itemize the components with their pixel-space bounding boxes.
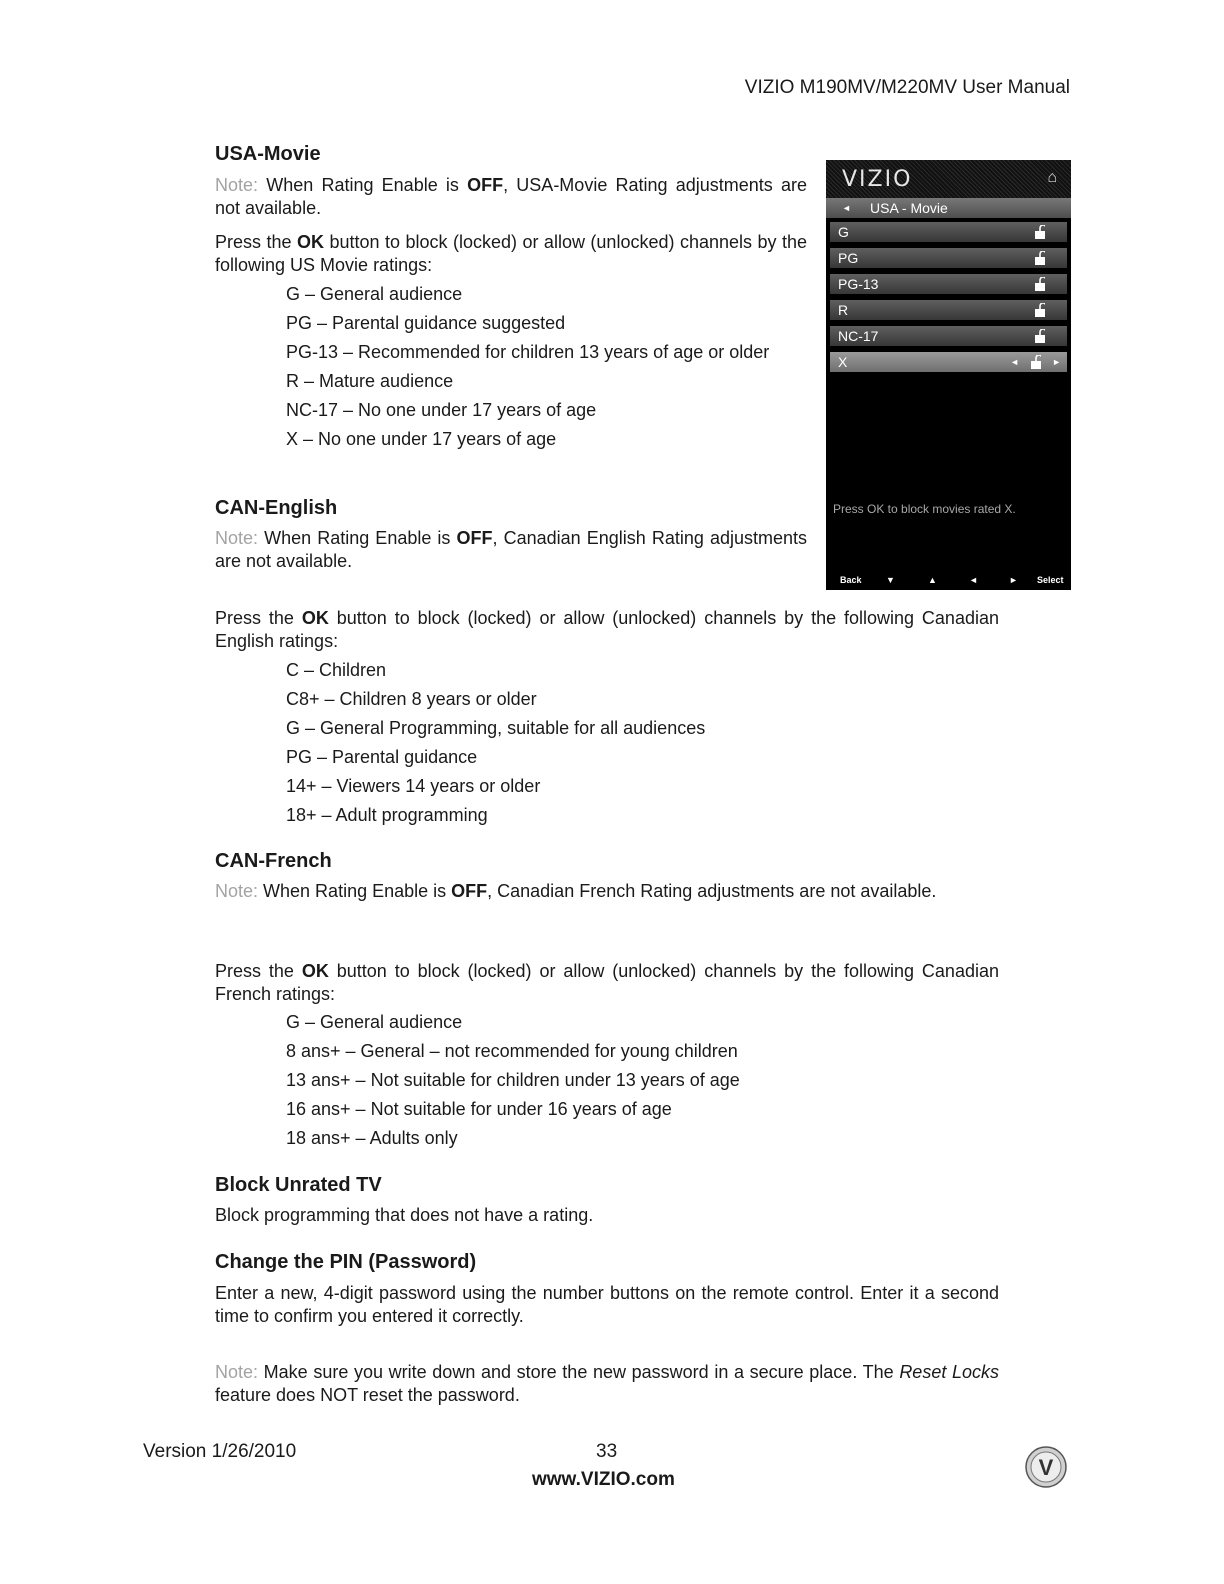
press-text: button to block (locked) or allow (unlocked) channels by the following US Movie ratings: (215, 232, 807, 275)
press-text: button to block (locked) or allow (unlocked) channels by the following Canadian French ratings: (215, 961, 999, 1004)
usa-movie-note (215, 174, 807, 220)
note-text: When Rating Enable is (258, 175, 468, 195)
note-label: Note: (215, 528, 259, 548)
tv-rating-row[interactable] (830, 274, 1067, 294)
unlocked-padlock-icon (1035, 277, 1045, 291)
right-arrow-icon: ► (1052, 357, 1061, 367)
footer-version: Version 1/26/2010 (143, 1441, 297, 1462)
tv-menu-header (826, 160, 1071, 200)
rating-label: R (838, 302, 849, 318)
list-item: NC-17 – No one under 17 years of age (286, 400, 597, 420)
footer-url[interactable]: www.VIZIO.com (532, 1469, 675, 1490)
note-bold: OFF (467, 175, 504, 195)
block-unrated-text: Block programming that does not have a rating. (215, 1205, 594, 1225)
list-item: G – General Programming, suitable for all audiences (286, 718, 706, 738)
can-english-press (215, 607, 999, 653)
note-text: feature does NOT reset the password. (215, 1385, 520, 1405)
block-unrated-title: Block Unrated TV (215, 1174, 382, 1196)
page-number: 33 (596, 1441, 618, 1462)
usa-movie-press (215, 231, 807, 277)
rating-label: PG (838, 250, 859, 266)
tv-menu-breadcrumb (826, 198, 1071, 218)
rating-label: X (838, 354, 848, 370)
running-header: VIZIO M190MV/M220MV User Manual (744, 77, 1070, 98)
list-item: R – Mature audience (286, 371, 454, 391)
list-item: 8 ans+ – General – not recommended for young children (286, 1041, 738, 1061)
can-french-ratings-list (286, 1011, 740, 1156)
list-item: 18 ans+ – Adults only (286, 1128, 458, 1148)
breadcrumb-label: USA - Movie (870, 200, 948, 216)
list-item: X – No one under 17 years of age (286, 429, 557, 449)
tv-rating-row[interactable] (830, 222, 1067, 242)
tv-rating-row-selected[interactable] (830, 352, 1067, 372)
change-pin-text: Enter a new, 4-digit password using the number buttons on the remote control. Enter it a second time to confirm you entered it correctly. (215, 1283, 999, 1326)
note-label: Note: (215, 881, 259, 901)
can-english-note (215, 527, 807, 573)
note-text: , USA-Movie Rating adjustments are not available. (215, 175, 808, 218)
press-text: Press the (215, 608, 302, 628)
down-arrow-icon: ▼ (886, 575, 895, 585)
list-item: 13 ans+ – Not suitable for children under 13 years of age (286, 1070, 740, 1090)
list-item: C – Children (286, 660, 387, 680)
note-text: Make sure you write down and store the new password in a secure place. The (258, 1362, 900, 1382)
vizio-logo: VIZIO (842, 167, 913, 192)
list-item: C8+ – Children 8 years or older (286, 689, 537, 709)
list-item: PG – Parental guidance suggested (286, 313, 566, 333)
can-english-title: CAN-English (215, 497, 338, 519)
unlocked-padlock-icon (1035, 225, 1045, 239)
press-text: button to block (locked) or allow (unlocked) channels by the following Canadian English ratings: (215, 608, 999, 651)
note-text: , Canadian French Rating adjustments are not available. (487, 881, 937, 901)
press-text: Press the (215, 961, 302, 981)
can-french-title: CAN-French (215, 850, 332, 872)
tv-menu-screenshot (826, 160, 1071, 590)
note-label: Note: (215, 1362, 259, 1382)
press-bold: OK (301, 608, 329, 628)
list-item: PG – Parental guidance (286, 747, 478, 767)
list-item: G – General audience (286, 1012, 463, 1032)
left-arrow-icon: ◄ (969, 575, 978, 585)
note-bold: OFF (451, 881, 488, 901)
tv-help-text: Press OK to block movies rated X. (833, 502, 1016, 516)
list-item: 18+ – Adult programming (286, 805, 488, 825)
rating-label: NC-17 (838, 328, 879, 344)
home-icon: ⌂ (1047, 169, 1057, 186)
back-key-label: Back (840, 575, 862, 585)
list-item: G – General audience (286, 284, 463, 304)
tv-rating-row[interactable] (830, 300, 1067, 320)
change-pin-title: Change the PIN (Password) (215, 1251, 477, 1273)
press-bold: OK (301, 961, 329, 981)
note-bold: OFF (456, 528, 493, 548)
note-text: When Rating Enable is (258, 881, 452, 901)
can-french-note (215, 880, 999, 903)
can-english-ratings-list (286, 659, 705, 833)
note-text: When Rating Enable is (258, 528, 457, 548)
note-italic: Reset Locks (899, 1362, 999, 1382)
press-bold: OK (296, 232, 324, 252)
change-pin-note (215, 1361, 999, 1407)
logo-letter: V (1038, 1455, 1054, 1480)
usa-movie-ratings-list (286, 283, 807, 457)
back-arrow-icon: ◄ (842, 203, 851, 213)
note-text: , Canadian English Rating adjustments are not available. (215, 528, 807, 571)
list-item: 14+ – Viewers 14 years or older (286, 776, 541, 796)
unlocked-padlock-icon (1035, 303, 1045, 317)
tv-rating-row[interactable] (830, 248, 1067, 268)
unlocked-padlock-icon (1035, 329, 1045, 343)
tv-rating-row[interactable] (830, 326, 1067, 346)
press-text: Press the (215, 232, 297, 252)
note-label: Note: (215, 175, 259, 195)
right-arrow-icon: ► (1009, 575, 1018, 585)
tv-menu-footer (826, 572, 1071, 590)
unlocked-padlock-icon (1035, 251, 1045, 265)
select-key-label: Select (1037, 575, 1064, 585)
left-arrow-icon: ◄ (1010, 357, 1019, 367)
rating-label: G (838, 224, 849, 240)
tv-menu-rating-list (830, 222, 1067, 378)
unlocked-padlock-icon (1031, 355, 1041, 369)
vizio-v-logo-icon (1025, 1446, 1067, 1488)
rating-label: PG-13 (838, 276, 879, 292)
list-item: 16 ans+ – Not suitable for under 16 years of age (286, 1099, 672, 1119)
can-french-press (215, 960, 999, 1006)
usa-movie-title: USA-Movie (215, 143, 321, 165)
list-item: PG-13 – Recommended for children 13 years of age or older (286, 342, 770, 362)
up-arrow-icon: ▲ (928, 575, 937, 585)
